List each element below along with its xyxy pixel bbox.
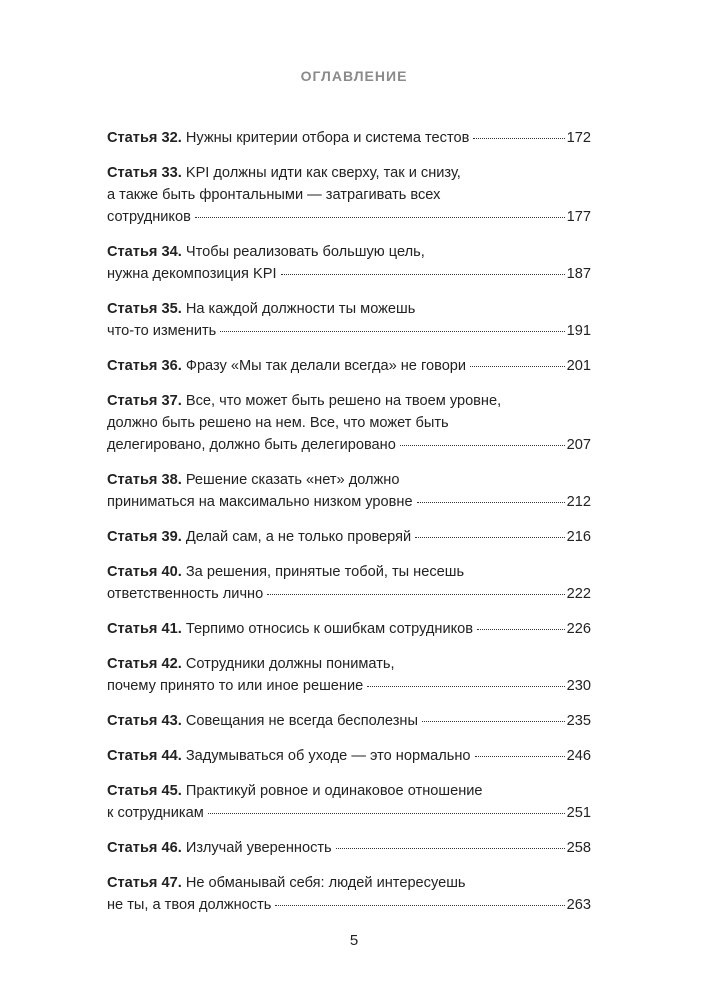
article-title-text: к сотрудникам [107,805,204,821]
toc-entry [107,561,591,605]
article-number: Статья 39. [107,529,182,545]
article-title-text: Сотрудники должны понимать, [185,656,395,672]
dot-leader [281,274,565,275]
toc-entry [107,653,591,697]
toc-entry [107,127,591,149]
article-title-text: На каждой должности ты можешь [185,301,416,317]
dot-leader [267,594,564,595]
dot-leader [417,502,565,503]
toc-page-number: 191 [566,323,591,339]
toc-entry-line [107,561,591,583]
toc-entry [107,355,591,377]
dot-leader [208,813,565,814]
toc-page-number: 212 [566,494,591,510]
toc-entry-line [107,206,591,228]
dot-leader [367,686,564,687]
article-number: Статья 37. [107,393,182,409]
toc-entry-line [107,412,591,434]
article-title-text: не ты, а твоя должность [107,897,272,913]
dot-leader [195,217,565,218]
toc-entry [107,710,591,732]
article-number: Статья 46. [107,840,182,856]
article-title-text: делегировано, должно быть делегировано [107,437,396,453]
toc-page-number: 201 [566,358,591,374]
article-number: Статья 36. [107,358,182,374]
toc-entry-line [107,320,591,342]
article-title-text: что-то изменить [107,323,217,339]
toc-entry [107,745,591,767]
toc-entry-line [107,355,591,377]
article-title-text: ответственность лично [107,586,264,602]
article-title-text: сотрудников [107,209,191,225]
toc-entry-line [107,184,591,206]
toc-page-number: 258 [566,840,591,856]
article-number: Статья 41. [107,621,182,637]
dot-leader [336,848,565,849]
article-title-text: Делай сам, а не только проверяй [185,529,412,545]
toc-entry [107,780,591,824]
toc-entry-line [107,675,591,697]
toc-page-number: 222 [566,586,591,602]
toc-entry-line [107,802,591,824]
article-number: Статья 45. [107,783,182,799]
dot-leader [400,445,565,446]
toc-entry-line [107,434,591,456]
article-title-text: Нужны критерии отбора и система тестов [185,130,470,146]
toc-page-number: 207 [566,437,591,453]
toc-entry [107,298,591,342]
dot-leader [473,138,564,139]
article-title-text: Решение сказать «нет» должно [185,472,400,488]
toc-entry [107,872,591,916]
article-number: Статья 43. [107,713,182,729]
dot-leader [477,629,565,630]
toc-entry-line [107,710,591,732]
article-title-text: Излучай уверенность [185,840,332,856]
toc-heading: ОГЛАВЛЕНИЕ [300,68,408,84]
dot-leader [470,366,565,367]
toc-page-number: 187 [566,266,591,282]
article-title-text: должно быть решено на нем. Все, что может быть [107,415,449,431]
toc-entry [107,837,591,859]
article-title-text: приниматься на максимально низком уровне [107,494,413,510]
article-title-text: KPI должны идти как сверху, так и снизу, [185,165,461,181]
toc-page-number: 226 [566,621,591,637]
toc-page-number: 172 [566,130,591,146]
article-number: Статья 38. [107,472,182,488]
article-number: Статья 34. [107,244,182,260]
toc-entry [107,618,591,640]
toc-page-number: 246 [566,748,591,764]
toc-entry-line [107,390,591,412]
toc-entry-line [107,837,591,859]
page-number: 5 [349,932,359,949]
toc-entry [107,162,591,228]
toc-page-number: 235 [566,713,591,729]
dot-leader [415,537,564,538]
toc-entry-line [107,872,591,894]
article-title-text: Фразу «Мы так делали всегда» не говори [185,358,467,374]
toc-entry [107,390,591,456]
article-title-text: Чтобы реализовать большую цель, [185,244,425,260]
toc-entry-line [107,583,591,605]
article-title-text: Терпимо относись к ошибкам сотрудников [185,621,474,637]
article-title-text: Все, что может быть решено на твоем уровне, [185,393,502,409]
toc-page-number: 251 [566,805,591,821]
article-title-text: почему принято то или иное решение [107,678,364,694]
dot-leader [422,721,565,722]
article-number: Статья 44. [107,748,182,764]
toc-page-number: 230 [566,678,591,694]
dot-leader [475,756,565,757]
article-title-text: нужна декомпозиция KPI [107,266,277,282]
toc-entry-line [107,653,591,675]
article-title-text: Задумываться об уходе — это нормально [185,748,471,764]
article-number: Статья 40. [107,564,182,580]
article-title-text: За решения, принятые тобой, ты несешь [185,564,465,580]
toc-entry [107,469,591,513]
toc-entry-line [107,618,591,640]
article-title-text: Практикуй ровное и одинаковое отношение [185,783,483,799]
toc-entry [107,526,591,548]
toc-entry [107,241,591,285]
table-of-contents [107,127,591,929]
toc-page-number: 216 [566,529,591,545]
dot-leader [275,905,564,906]
toc-entry-line [107,469,591,491]
article-number: Статья 47. [107,875,182,891]
article-number: Статья 35. [107,301,182,317]
toc-entry-line [107,162,591,184]
toc-entry-line [107,127,591,149]
toc-page-number: 263 [566,897,591,913]
toc-entry-line [107,263,591,285]
toc-entry-line [107,526,591,548]
toc-entry-line [107,298,591,320]
article-title-text: а также быть фронтальными — затрагивать всех [107,187,441,203]
toc-page-number: 177 [566,209,591,225]
toc-entry-line [107,491,591,513]
article-number: Статья 42. [107,656,182,672]
article-title-text: Совещания не всегда бесполезны [185,713,418,729]
article-title-text: Не обманывай себя: людей интересуешь [185,875,466,891]
article-number: Статья 32. [107,130,182,146]
toc-entry-line [107,745,591,767]
toc-entry-line [107,241,591,263]
toc-entry-line [107,894,591,916]
toc-entry-line [107,780,591,802]
dot-leader [220,331,564,332]
article-number: Статья 33. [107,165,182,181]
